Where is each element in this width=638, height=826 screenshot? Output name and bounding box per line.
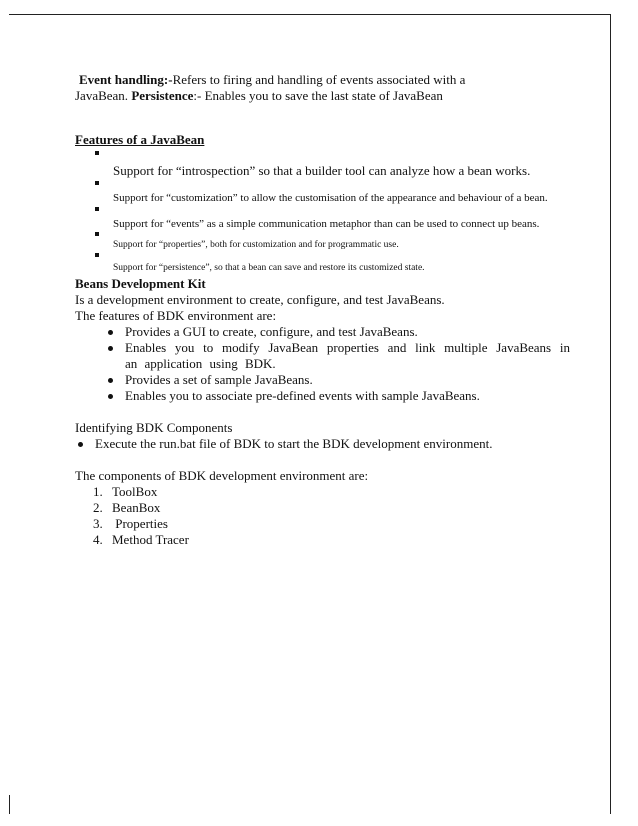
javabean-prefix: JavaBean. (75, 88, 132, 103)
bdk-feature-text: Provides a set of sample JavaBeans. (125, 372, 313, 387)
feature-item-introspection (75, 149, 570, 178)
event-handling-label: Event handling:- (79, 72, 173, 87)
list-number: 2. (93, 500, 103, 515)
component-label: Properties (112, 516, 168, 531)
feature-text: Support for “properties”, both for customization and for programmatic use. (113, 240, 399, 250)
feature-item-customization (75, 178, 570, 204)
feature-item-events (75, 204, 570, 230)
square-bullet-icon (95, 207, 99, 211)
identifying-text: Execute the run.bat file of BDK to start the BDK development environment. (95, 436, 493, 451)
component-label: Method Tracer (112, 532, 189, 547)
identifying-heading: Identifying BDK Components (75, 420, 233, 435)
features-list (75, 149, 570, 274)
spacer (75, 452, 570, 468)
feature-text: Support for “events” as a simple communication metaphor than can be used to connect up beans. (113, 218, 540, 230)
component-label: BeanBox (112, 500, 161, 515)
square-bullet-icon (95, 232, 99, 236)
bdk-feature-item (75, 372, 570, 388)
component-item-toolbox (75, 484, 570, 500)
identifying-list (75, 436, 570, 452)
list-number: 3. (93, 516, 103, 531)
component-item-properties (75, 516, 570, 532)
bdk-features-list (75, 324, 570, 404)
bdk-feature-item (75, 324, 570, 340)
components-list (75, 484, 570, 548)
identifying-item (75, 436, 570, 452)
feature-item-persistence (75, 251, 570, 274)
page-border-right (610, 14, 611, 814)
list-number: 4. (93, 532, 103, 547)
component-label: ToolBox (112, 484, 158, 499)
persistence-label: Persistence (131, 88, 194, 103)
bullet-icon (108, 378, 113, 383)
page-border-top (9, 14, 610, 15)
bullet-icon (108, 346, 113, 351)
bdk-feature-item (75, 388, 570, 404)
square-bullet-icon (95, 151, 99, 155)
persistence-text: :- Enables you to save the last state of JavaBean (193, 88, 443, 103)
bdk-feature-text: Enables you to modify JavaBean properties and link multiple JavaBeans in an application using BDK. (125, 340, 570, 371)
feature-text: Support for “introspection” so that a builder tool can analyze how a bean works. (113, 163, 531, 178)
bdk-feature-text: Provides a GUI to create, configure, and test JavaBeans. (125, 324, 418, 339)
event-handling-paragraph (79, 72, 570, 88)
document-content (75, 72, 570, 548)
bdk-description: Is a development environment to create, configure, and test JavaBeans. (75, 292, 445, 307)
bullet-icon (108, 330, 113, 335)
page-border-left (9, 795, 10, 814)
square-bullet-icon (95, 181, 99, 185)
features-heading: Features of a JavaBean (75, 132, 205, 147)
square-bullet-icon (95, 253, 99, 257)
bullet-icon (108, 394, 113, 399)
feature-text: Support for “customization” to allow the customisation of the appearance and behaviour of a bean. (113, 192, 548, 204)
spacer (75, 404, 570, 420)
feature-text: Support for “persistence”, so that a bean can save and restore its customized state. (113, 263, 425, 273)
feature-item-properties (75, 230, 570, 251)
bdk-features-intro: The features of BDK environment are: (75, 308, 277, 323)
bdk-feature-item (75, 340, 570, 372)
bullet-icon (78, 442, 83, 447)
component-item-method-tracer (75, 532, 570, 548)
event-handling-text: Refers to firing and handling of events associated with a (172, 72, 466, 87)
component-item-beanbox (75, 500, 570, 516)
list-number: 1. (93, 484, 103, 499)
bdk-heading: Beans Development Kit (75, 276, 206, 291)
persistence-paragraph (75, 88, 570, 104)
components-intro: The components of BDK development environment are: (75, 468, 369, 483)
bdk-feature-text: Enables you to associate pre-defined events with sample JavaBeans. (125, 388, 480, 403)
